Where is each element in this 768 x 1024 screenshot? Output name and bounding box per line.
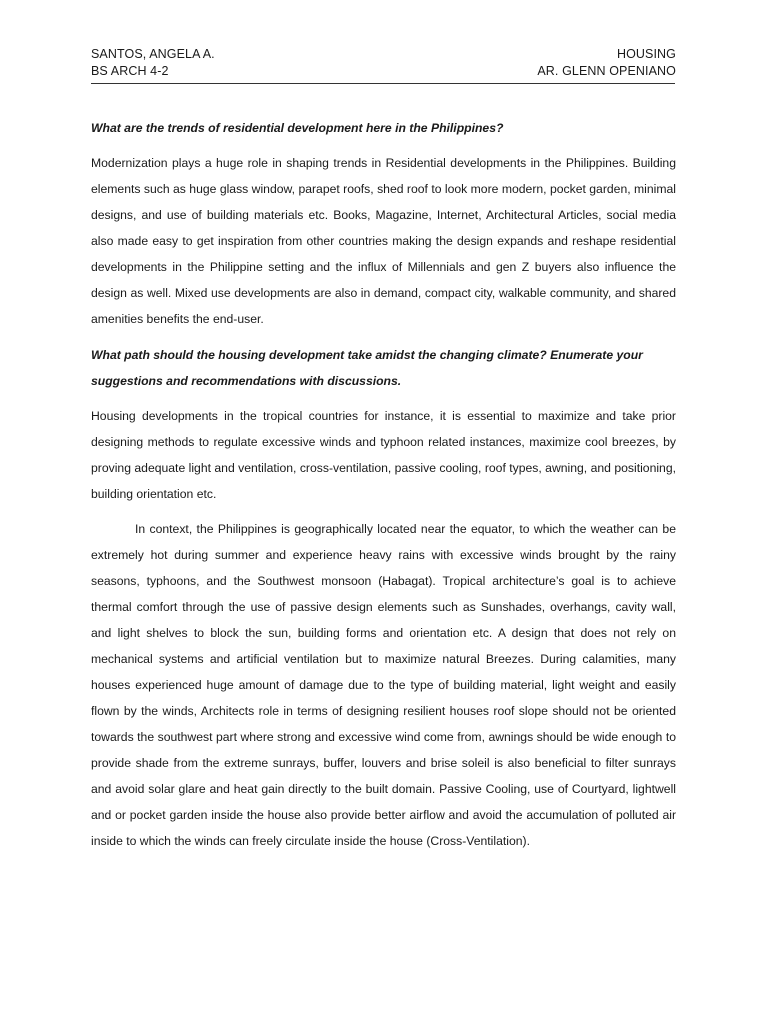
student-section: BS ARCH 4-2 bbox=[91, 64, 169, 78]
student-info bbox=[91, 46, 215, 80]
document-header bbox=[91, 46, 676, 80]
answer-2-paragraph: Housing developments in the tropical countries for instance, it is essential to maximize and take prior designing methods to regulate excessive winds and typhoon related instances, maximize cool breezes, by proving adequate light and ventilation, cross-ventilation, passive cooling, roof types, awning, and positioning, building orientation etc. bbox=[91, 409, 676, 501]
answer-1-paragraph: Modernization plays a huge role in shaping trends in Residential developments in the Philippines. Building elements such as huge glass window, parapet roofs, shed roof to look more modern, pocket garden, minimal designs, and use of building materials etc. Books, Magazine, Internet, Architectural Articles, social media also made easy to get inspiration from other countries making the design expands and reshape residential developments in the Philippine setting and the influx of Millennials and gen Z buyers also influence the design as well. Mixed use developments are also in demand, compact city, walkable community, and shared amenities benefits the end-user. bbox=[91, 156, 676, 326]
question-2: What path should the housing development take amidst the changing climate? Enumerate your suggestions and recommendations with discussions. bbox=[91, 348, 643, 388]
header-divider bbox=[91, 83, 675, 84]
question-1: What are the trends of residential development here in the Philippines? bbox=[91, 121, 504, 135]
answer-3-paragraph: In context, the Philippines is geographically located near the equator, to which the weather can be extremely hot during summer and experience heavy rains with excessive winds brought by the rainy seasons, typhoons, and the Southwest monsoon (Habagat). Tropical architecture’s goal is to achieve thermal comfort through the use of passive design elements such as Sunshades, overhangs, cavity wall, and light shelves to block the sun, building forms and orientation etc. A design that does not rely on mechanical systems and artificial ventilation but to maximize natural Breezes. During calamities, many houses experienced huge amount of damage due to the type of building material, light weight and easily flown by the winds, Architects role in terms of designing resilient houses roof slope should not be oriented towards the southwest part where strong and excessive wind come from, awnings should be wide enough to provide shade from the extreme sunrays, buffer, louvers and brise soleil is also beneficial to filter sunrays and avoid solar glare and heat gain directly to the built domain. Passive Cooling, use of Courtyard, lightwell and or pocket garden inside the house also provide better airflow and avoid the accumulation of polluted air inside to which the winds can freely circulate inside the house (Cross-Ventilation). bbox=[91, 522, 676, 848]
student-name: SANTOS, ANGELA A. bbox=[91, 47, 215, 61]
instructor-name: AR. GLENN OPENIANO bbox=[537, 64, 676, 78]
subject-title: HOUSING bbox=[616, 47, 676, 61]
course-info bbox=[537, 46, 676, 80]
